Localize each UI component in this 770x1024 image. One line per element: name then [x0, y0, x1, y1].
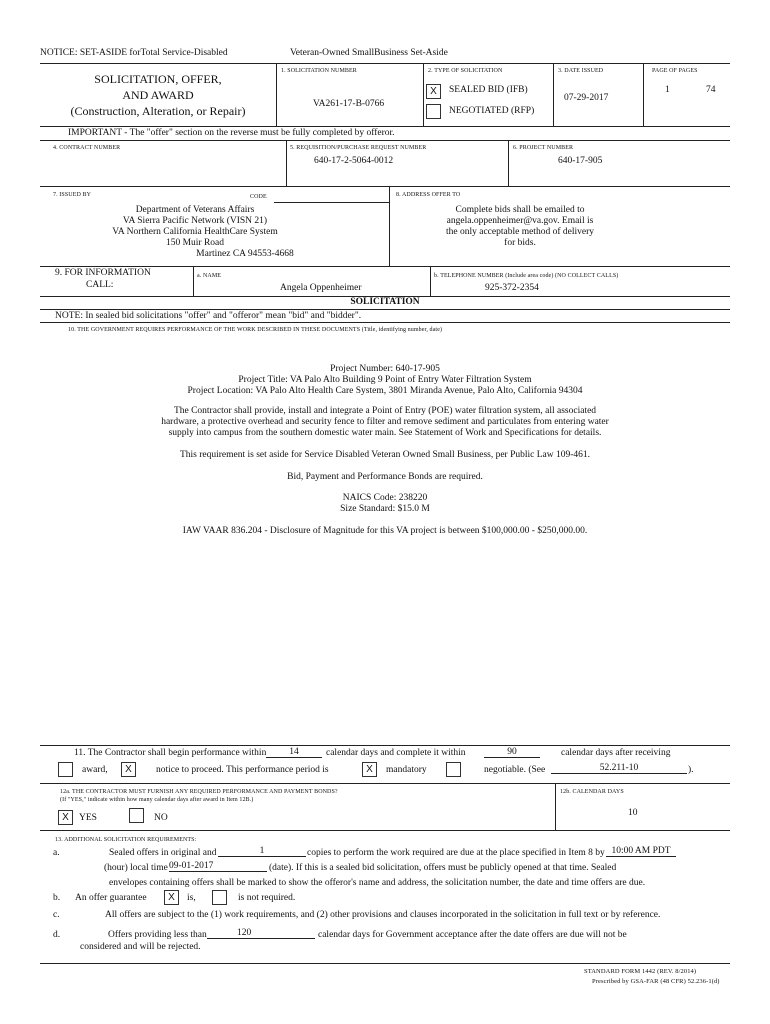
issued-by-line: 150 Muir Road — [165, 238, 225, 248]
item-b-text: An offer guarantee — [75, 893, 147, 903]
form-title-line1: SOLICITATION, OFFER, — [94, 72, 222, 86]
project-number-line: Project Number: 640-17-905 — [330, 364, 440, 374]
solicitation-number-value: VA261-17-B-0766 — [313, 99, 385, 109]
work-description-label: 10. THE GOVERNMENT REQUIRES PERFORMANCE OF THE WORK DESCRIBED IN THESE DOCUMENTS (Title, identifying number, date) — [68, 327, 443, 333]
project-scope — [0, 406, 770, 439]
issued-by-line: Martinez CA 94553-4668 — [196, 249, 294, 259]
solicitation-section-header: SOLICITATION — [350, 297, 420, 307]
project-number-value: 640-17-905 — [558, 156, 603, 166]
calendar-days-label: 12b. CALENDAR DAYS — [560, 789, 624, 795]
award-label: award, — [82, 765, 108, 775]
due-time-field[interactable]: 10:00 AM PDT — [606, 846, 676, 857]
item-d-text3: considered and will be rejected. — [80, 942, 201, 952]
issued-by-code-label: CODE — [250, 194, 267, 200]
naics-info — [0, 493, 770, 515]
additional-requirements-label: 13. ADDITIONAL SOLICITATION REQUIREMENTS: — [55, 837, 197, 843]
guarantee-is-checkbox[interactable]: X — [164, 890, 179, 905]
negotiable-checkbox[interactable] — [446, 762, 461, 777]
issued-by-label: 7. ISSUED BY — [53, 192, 92, 198]
notice-to-proceed-checkbox[interactable]: X — [121, 762, 136, 777]
guarantee-isnot-label: is not required. — [238, 893, 296, 903]
negotiated-label: NEGOTIATED (RFP) — [449, 106, 535, 116]
scope-line: The Contractor shall provide, install and integrate a Point of Entry (POE) water filtration system, all associated — [173, 406, 597, 416]
address-offer-label: 8. ADDRESS OFFER TO — [396, 192, 461, 198]
page-of-pages-label: PAGE OF PAGES — [652, 68, 698, 74]
solicitation-number-label: 1. SOLICITATION NUMBER — [281, 68, 357, 74]
block11-text-end: calendar days after receiving — [561, 748, 671, 758]
scope-line: supply into campus from the southern domestic water main. See Statement of Work and Specifications for details. — [168, 428, 602, 438]
setaside-notice-left: NOTICE: SET-ASIDE forTotal Service-Disabled — [40, 48, 228, 58]
contact-phone-label: b. TELEPHONE NUMBER (Include area code) (NO COLLECT CALLS) — [434, 273, 619, 279]
issued-by-line: VA Sierra Pacific Network (VISN 21) — [122, 216, 268, 226]
page-number: 1 — [665, 85, 670, 95]
bonds-statement: Bid, Payment and Performance Bonds are required. — [287, 472, 483, 482]
sealed-bid-checkbox[interactable]: X — [426, 84, 441, 99]
block11-text-middle: calendar days and complete it within — [326, 748, 466, 758]
important-notice: IMPORTANT - The "offer" section on the reverse must be fully completed by offeror. — [68, 128, 395, 138]
magnitude-statement: IAW VAAR 836.204 - Disclosure of Magnitude for this VA project is between $100,000.00 - $250,000.00. — [182, 526, 588, 536]
item-a-text5: envelopes containing offers shall be marked to show the offeror's name and address, the solicitation number, the date and time offers are due. — [109, 878, 646, 888]
project-info — [0, 364, 770, 397]
guarantee-isnot-checkbox[interactable] — [212, 890, 227, 905]
setaside-notice-right: Veteran-Owned SmallBusiness Set-Aside — [290, 48, 448, 58]
begin-days-field[interactable]: 14 — [266, 747, 322, 758]
bonds-required-label: 12a. THE CONTRACTOR MUST FURNISH ANY REQUIRED PERFORMANCE AND PAYMENT BONDS? — [60, 789, 338, 795]
bonds-yes-checkbox[interactable]: X — [58, 810, 73, 825]
complete-days-field[interactable]: 90 — [484, 747, 540, 758]
item-a-letter: a. — [53, 848, 60, 858]
setaside-statement: This requirement is set aside for Service Disabled Veteran Owned Small Business, per Public Law 109-461. — [179, 450, 591, 460]
negotiated-checkbox[interactable] — [426, 104, 441, 119]
requisition-number-value: 640-17-2-5064-0012 — [314, 156, 394, 166]
item-c-text: All offers are subject to the (1) work requirements, and (2) other provisions and clauses incorporated in the solicitation in full text or by reference. — [105, 910, 661, 920]
project-title-line: Project Title: VA Palo Alto Building 9 Point of Entry Water Filtration System — [238, 375, 532, 385]
contract-number-label: 4. CONTRACT NUMBER — [53, 145, 121, 151]
guarantee-is-label: is, — [187, 893, 196, 903]
form-title-line3: (Construction, Alteration, or Repair) — [70, 104, 246, 118]
award-checkbox[interactable] — [58, 762, 73, 777]
requisition-number-label: 5. REQUISITION/PURCHASE REQUEST NUMBER — [290, 145, 427, 151]
mandatory-checkbox[interactable]: X — [362, 762, 377, 777]
naics-code: NAICS Code: 238220 — [342, 493, 428, 503]
calendar-days-value: 10 — [628, 808, 638, 818]
sealed-bid-note: NOTE: In sealed bid solicitations "offer" and "offeror" mean "bid" and "bidder". — [55, 311, 362, 321]
project-number-label: 6. PROJECT NUMBER — [513, 145, 574, 151]
item-d-letter: d. — [53, 930, 61, 940]
address-offer-line: for bids. — [504, 238, 536, 248]
bonds-no-checkbox[interactable] — [129, 808, 144, 823]
information-label-line1: 9. FOR INFORMATION — [55, 268, 151, 278]
mandatory-label: mandatory — [386, 765, 427, 775]
contact-phone-value: 925-372-2354 — [485, 283, 539, 293]
issued-by-line: VA Northern California HealthCare System — [112, 227, 278, 237]
form-title — [40, 71, 276, 119]
contact-name-label: a. NAME — [197, 273, 222, 279]
contact-name-value: Angela Oppenheimer — [280, 283, 362, 293]
clause-close: ). — [688, 765, 694, 775]
sealed-bid-label: SEALED BID (IFB) — [449, 85, 528, 95]
information-label-line2: CALL: — [86, 280, 114, 290]
item-a-text3: (hour) local time — [104, 863, 168, 873]
copies-field[interactable]: 1 — [218, 846, 306, 857]
total-pages: 74 — [706, 85, 716, 95]
item-b-letter: b. — [53, 893, 61, 903]
item-a-text1: Sealed offers in original and — [109, 848, 217, 858]
address-offer-line: angela.oppenheimer@va.gov. Email is — [446, 216, 594, 226]
issued-by-address — [50, 205, 340, 260]
address-offer-line: Complete bids shall be emailed to — [455, 205, 585, 215]
clause-reference-field[interactable]: 52.211-10 — [551, 763, 687, 774]
scope-line: hardware, a protective overhead and security fence to filter and remove sediment and particulates from entering water — [161, 417, 609, 427]
address-offer-line: the only acceptable method of delivery — [446, 227, 594, 237]
acceptance-days-field[interactable]: 120 — [207, 928, 315, 939]
prescribed-by: Prescribed by GSA-FAR (48 CFR) 52.236-1(d) — [592, 978, 720, 985]
size-standard: Size Standard: $15.0 M — [340, 504, 430, 514]
standard-form-number: STANDARD FORM 1442 (REV. 8/2014) — [584, 968, 697, 975]
block11-text-start: 11. The Contractor shall begin performance within — [74, 748, 267, 758]
bonds-no-label: NO — [154, 813, 168, 823]
address-offer-text — [400, 205, 640, 249]
item-a-text2: copies to perform the work required are due at the place specified in Item 8 by — [307, 848, 605, 858]
item-c-letter: c. — [53, 910, 60, 920]
bonds-required-sublabel: (If "YES," indicate within how many calendar days after award in Item 12B.) — [60, 797, 254, 803]
project-location-line: Project Location: VA Palo Alto Health Care System, 3801 Miranda Avenue, Palo Alto, California 94304 — [187, 386, 583, 396]
due-date-field[interactable]: 09-01-2017 — [169, 861, 267, 872]
item-d-text1: Offers providing less than — [108, 930, 207, 940]
negotiable-label: negotiable. (See — [484, 765, 546, 775]
item-a-text4: (date). If this is a sealed bid solicitation, offers must be publicly opened at that time. Sealed — [269, 863, 617, 873]
item-d-text2: calendar days for Government acceptance after the date offers are due will not be — [318, 930, 627, 940]
form-title-line2: AND AWARD — [122, 88, 194, 102]
date-issued-label: 3. DATE ISSUED — [558, 68, 604, 74]
issued-by-line: Department of Veterans Affairs — [135, 205, 255, 215]
bonds-yes-label: YES — [79, 813, 97, 823]
notice-to-proceed-label: notice to proceed. This performance period is — [156, 765, 329, 775]
solicitation-type-label: 2. TYPE OF SOLICITATION — [428, 68, 503, 74]
date-issued-value: 07-29-2017 — [564, 93, 609, 103]
